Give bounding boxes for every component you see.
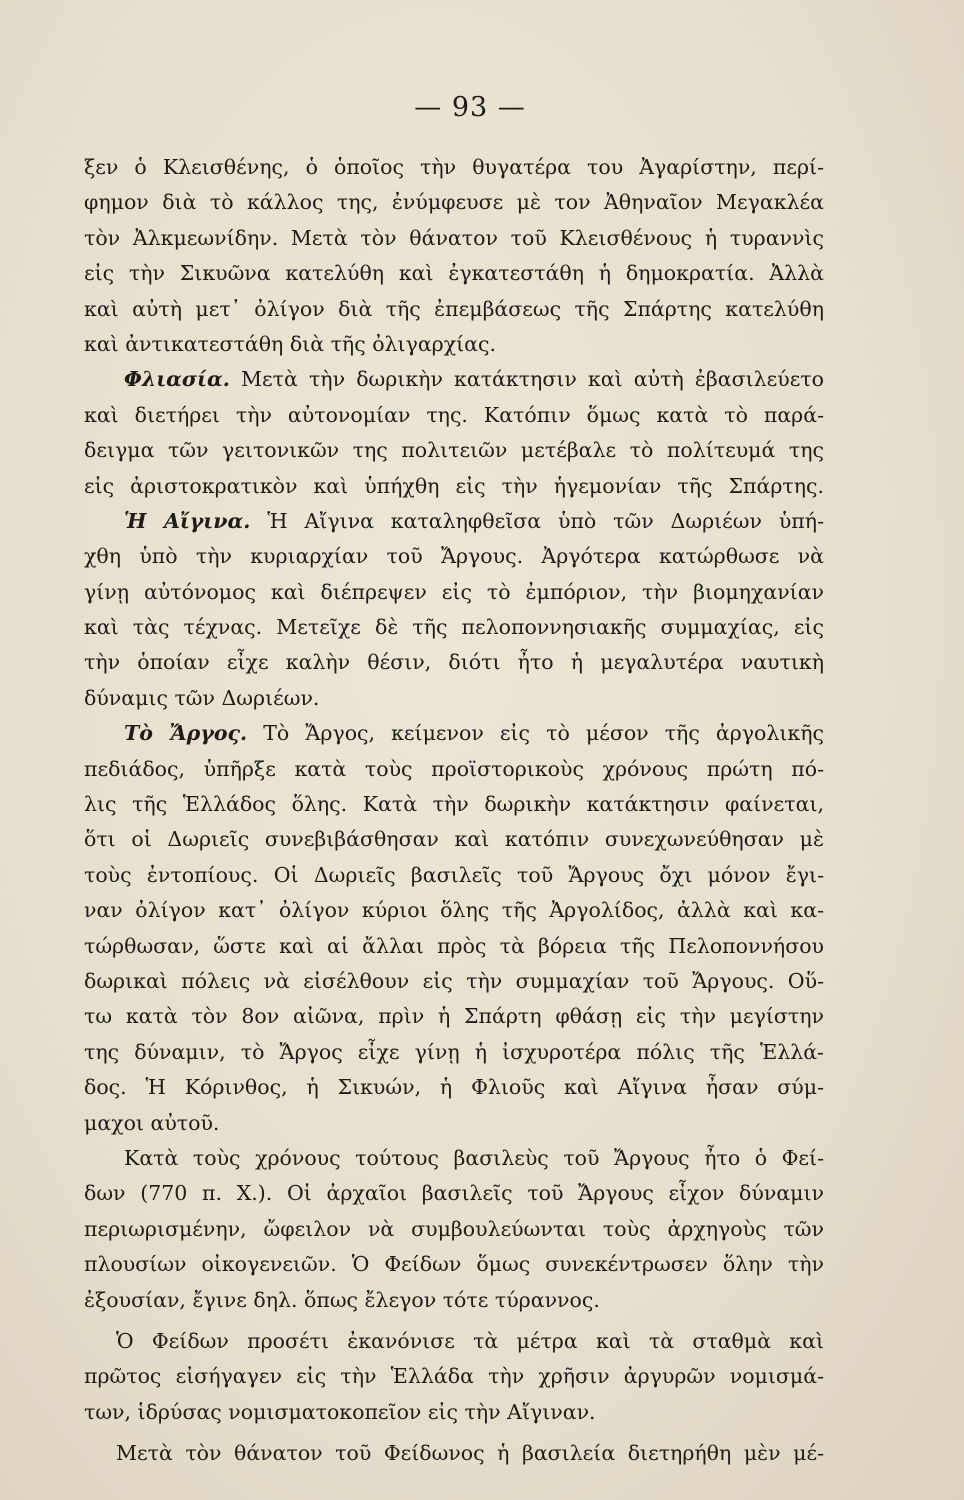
- text-line: τὴν ὁποίαν εἶχε καλὴν θέσιν, διότι ἦτο ἡ μεγαλυτέρα ναυτικὴ: [84, 650, 824, 675]
- page-number: — 93 —: [414, 92, 526, 123]
- text-line: της δύναμιν, τὸ Ἄργος εἶχε γίνῃ ἡ ἰσχυροτέρα πόλις τῆς Ἑλλά-: [84, 1039, 824, 1064]
- text-line: τοὺς ἐντοπίους. Οἱ Δωριεῖς βασιλεῖς τοῦ Ἄργους ὄχι μόνον ἔγι-: [84, 862, 824, 887]
- text-line: τὸν Ἀλκμεωνίδην. Μετὰ τὸν θάνατον τοῦ Κλεισθένους ἡ τυραννὶς: [84, 225, 824, 250]
- text-line: γίνῃ αὐτόνομος καὶ διέπρεψεν εἰς τὸ ἐμπόριον, τὴν βιομηχανίαν: [84, 579, 824, 604]
- text-line: δος. Ἡ Κόρινθος, ἡ Σικυών, ἡ Φλιοῦς καὶ Αἴγινα ἦσαν σύμ-: [84, 1075, 824, 1100]
- body-text: [84, 150, 824, 1471]
- text-line: ὅτι οἱ Δωριεῖς συνεβιβάσθησαν καὶ κατόπιν συνεχωνεύθησαν μὲ: [84, 827, 824, 852]
- text-line: μαχοι αὐτοῦ.: [84, 1110, 220, 1135]
- paragraph-first-line: Κατὰ τοὺς χρόνους τούτους βασιλεὺς τοῦ Ἄργους ἦτο ὁ Φεί-: [124, 1145, 824, 1170]
- section-aigina-first-line: [84, 504, 824, 539]
- text-line: καὶ διετήρει τὴν αὐτονομίαν της. Κατόπιν ὅμως κατὰ τὸ παρά-: [84, 402, 824, 427]
- text-line: τώρθωσαν, ὥστε καὶ αἱ ἄλλαι πρὸς τὰ βόρεια τῆς Πελοποννήσου: [84, 933, 824, 958]
- text-line: καὶ αὐτὴ μετ᾿ ὀλίγον διὰ τῆς ἐπεμβάσεως τῆς Σπάρτης κατελύθη: [84, 296, 824, 321]
- text-line: καὶ ἀντικατεστάθη διὰ τῆς ὀλιγαρχίας.: [84, 331, 497, 356]
- text-line: λις τῆς Ἑλλάδος ὅλης. Κατὰ τὴν δωρικὴν κατάκτησιν φαίνεται,: [84, 792, 824, 817]
- section-phliasia-first-line: [84, 362, 824, 397]
- section-heading-argos: Τὸ Ἄργος.: [124, 721, 248, 746]
- text-line: περιωρισμένην, ὤφειλον νὰ συμβουλεύωνται τοὺς ἀρχηγοὺς τῶν: [84, 1216, 824, 1241]
- text-line: τω κατὰ τὸν 8ον αἰῶνα, πρὶν ἡ Σπάρτη φθάσῃ εἰς τὴν μεγίστην: [84, 1004, 824, 1029]
- text-line: εἰς ἀριστοκρατικὸν καὶ ὑπήχθη εἰς τὴν ἡγεμονίαν τῆς Σπάρτης.: [84, 473, 824, 498]
- section-heading-aigina: Ἡ Αἴγινα.: [124, 508, 251, 533]
- section-text: Μετὰ τὴν δωρικὴν κατάκτησιν καὶ αὐτὴ ἐβασιλεύετο: [229, 367, 824, 392]
- section-text: Τὸ Ἄργος, κείμενον εἰς τὸ μέσον τῆς ἀργολικῆς: [247, 721, 825, 746]
- text-line: ἐξουσίαν, ἔγινε δηλ. ὅπως ἔλεγον τότε τύραννος.: [84, 1287, 600, 1312]
- text-line: των, ἱδρύσας νομισματοκοπεῖον εἰς τὴν Αἴγιναν.: [84, 1399, 596, 1424]
- text-line: πλουσίων οἰκογενειῶν. Ὁ Φείδων ὅμως συνεκέντρωσεν ὅλην τὴν: [84, 1252, 824, 1277]
- paragraph-first-line: Ὁ Φείδων προσέτι ἐκανόνισε τὰ μέτρα καὶ τὰ σταθμὰ καὶ: [116, 1328, 824, 1353]
- text-line: δων (770 π. Χ.). Οἱ ἀρχαῖοι βασιλεῖς τοῦ Ἄργους εἶχον δύναμιν: [84, 1181, 824, 1206]
- text-line: δωρικαὶ πόλεις νὰ εἰσέλθουν εἰς τὴν συμμαχίαν τοῦ Ἄργους. Οὕ-: [84, 968, 824, 993]
- section-argos-first-line: [84, 716, 824, 751]
- text-line: χθη ὑπὸ τὴν κυριαρχίαν τοῦ Ἄργους. Ἀργότερα κατώρθωσε νὰ: [84, 544, 824, 569]
- text-line: ξεν ὁ Κλεισθένης, ὁ ὁποῖος τὴν θυγατέρα του Ἀγαρίστην, περί-: [84, 155, 824, 179]
- text-line: δύναμις τῶν Δωριέων.: [84, 685, 320, 710]
- text-line: πεδιάδος, ὑπῆρξε κατὰ τοὺς προϊστορικοὺς χρόνους πρώτη πό-: [84, 756, 824, 781]
- section-text: Ἡ Αἴγινα καταληφθεῖσα ὑπὸ τῶν Δωριέων ὑπή-: [250, 508, 824, 533]
- paragraph-first-line: Μετὰ τὸν θάνατον τοῦ Φείδωνος ἡ βασιλεία διετηρήθη μὲν μέ-: [116, 1441, 824, 1466]
- text-line: δειγμα τῶν γειτονικῶν της πολιτειῶν μετέβαλε τὸ πολίτευμά της: [84, 438, 824, 463]
- text-line: καὶ τὰς τέχνας. Μετεῖχε δὲ τῆς πελοποννησιακῆς συμμαχίας, εἰς: [84, 615, 824, 640]
- section-heading-phliasia: Φλιασία.: [124, 367, 230, 392]
- text-line: ναν ὀλίγον κατ᾿ ὀλίγον κύριοι ὅλης τῆς Ἀργολίδος, ἀλλὰ καὶ κα-: [84, 898, 824, 923]
- text-line: φημον διὰ τὸ κάλλος της, ἐνύμφευσε μὲ τον Ἀθηναῖον Μεγακλέα: [84, 190, 824, 215]
- text-line: εἰς τὴν Σικυῶνα κατελύθη καὶ ἐγκατεστάθη ἡ δημοκρατία. Ἀλλὰ: [84, 261, 824, 286]
- text-line: πρῶτος εἰσήγαγεν εἰς τὴν Ἑλλάδα τὴν χρῆσιν ἀργυρῶν νομισμά-: [84, 1364, 824, 1389]
